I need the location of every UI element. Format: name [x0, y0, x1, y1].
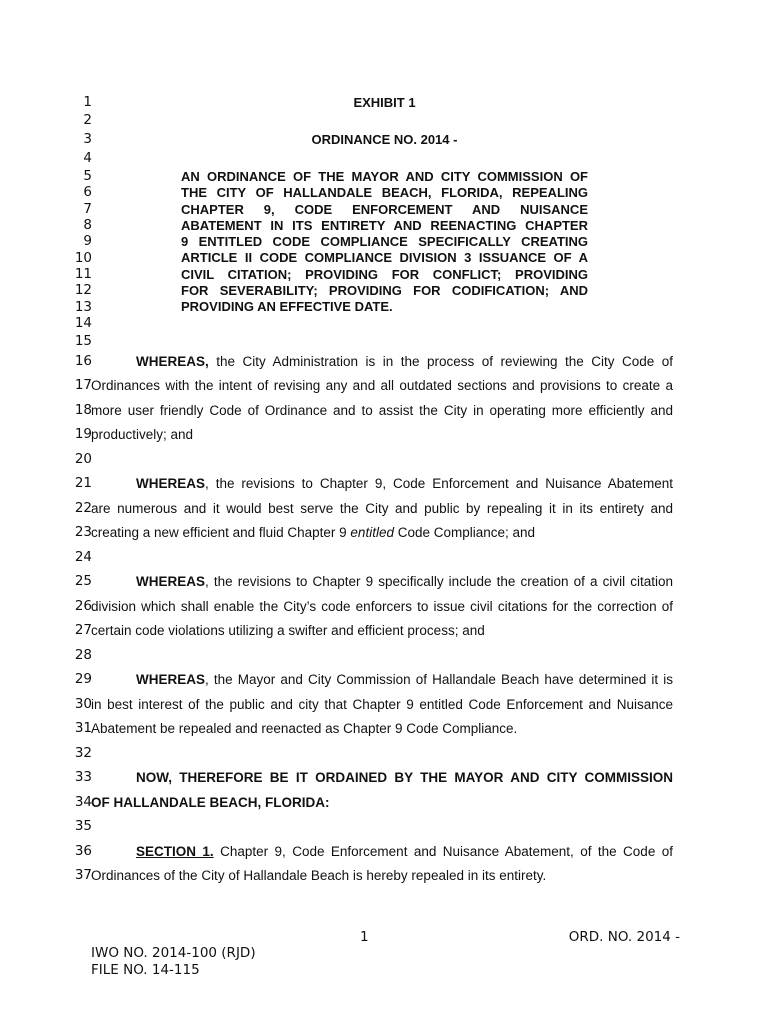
line-number: 24	[74, 549, 92, 565]
whereas-lead: WHEREAS	[136, 476, 206, 491]
line-number: 26	[74, 598, 92, 614]
footer-file-number: FILE NO. 14-115	[91, 962, 200, 978]
title-line: ABATEMENT IN ITS ENTIRETY AND REENACTING CHAPTER	[181, 217, 588, 233]
line-number: 2	[83, 112, 92, 128]
paragraph-text: Chapter 9, Code Enforcement and Nuisance Abatement, of the Code of	[213, 844, 673, 859]
line-number: 34	[74, 794, 92, 810]
line-number: 5	[83, 168, 92, 184]
page-number: 1	[360, 929, 369, 945]
line-number: 23	[74, 524, 92, 540]
line-number: 22	[74, 500, 92, 516]
line-number: 20	[74, 451, 92, 467]
section-heading: SECTION 1.	[136, 844, 214, 859]
line-number: 31	[74, 720, 92, 736]
paragraph-line	[136, 574, 673, 589]
paragraph-text: , the Mayor and City Commission of Hallandale Beach have determined it is	[205, 672, 673, 687]
whereas-lead: WHEREAS	[136, 574, 206, 589]
title-line: THE CITY OF HALLANDALE BEACH, FLORIDA, REPEALING	[181, 185, 588, 201]
line-number: 14	[74, 315, 92, 331]
ordinance-number-heading: ORDINANCE NO. 2014 -	[311, 132, 458, 147]
paragraph-text: Code Compliance; and	[393, 525, 536, 540]
whereas-lead: WHEREAS	[136, 672, 206, 687]
line-number: 10	[74, 250, 92, 266]
line-number: 18	[74, 402, 92, 418]
paragraph-text: , the revisions to Chapter 9 specifically include the creation of a civil citation	[205, 574, 673, 589]
line-number: 29	[74, 671, 92, 687]
whereas-lead: WHEREAS,	[136, 354, 209, 369]
title-line: CIVIL CITATION; PROVIDING FOR CONFLICT; PROVIDING	[181, 266, 588, 282]
paragraph-line	[136, 354, 673, 369]
paragraph-line	[136, 476, 673, 491]
paragraph-line: NOW, THEREFORE BE IT ORDAINED BY THE MAYOR AND CITY COMMISSION	[136, 770, 673, 785]
line-number: 32	[74, 745, 92, 761]
title-line: FOR SEVERABILITY; PROVIDING FOR CODIFICATION; AND	[181, 283, 588, 299]
line-number: 12	[74, 282, 92, 298]
title-line: PROVIDING AN EFFECTIVE DATE.	[181, 299, 393, 315]
paragraph-line: Ordinances of the City of Hallandale Beach is hereby repealed in its entirety.	[91, 868, 547, 883]
footer-iwo-number: IWO NO. 2014-100 (RJD)	[91, 945, 256, 961]
line-number: 11	[74, 266, 92, 282]
line-number: 19	[74, 426, 92, 442]
line-number: 6	[83, 184, 92, 200]
exhibit-heading: EXHIBIT 1	[353, 95, 416, 110]
line-number: 21	[74, 475, 92, 491]
line-number: 27	[74, 622, 92, 638]
line-number: 30	[74, 696, 92, 712]
line-number: 35	[74, 818, 92, 834]
paragraph-line: Ordinances with the intent of revising any and all outdated sections and provisions to create a	[91, 378, 673, 393]
paragraph-line: more user friendly Code of Ordinance and to assist the City in operating more efficiently and	[91, 403, 673, 418]
line-number: 37	[74, 867, 92, 883]
line-number: 33	[74, 769, 92, 785]
line-number: 28	[74, 647, 92, 663]
paragraph-line: division which shall enable the City’s code enforcers to issue civil citations for the correction of	[91, 599, 673, 614]
line-number: 7	[83, 201, 92, 217]
paragraph-text: the City Administration is in the process of reviewing the City Code of	[208, 354, 673, 369]
line-number: 9	[83, 233, 92, 249]
paragraph-italic: entitled	[350, 525, 394, 540]
paragraph-line	[136, 844, 673, 859]
line-number: 16	[74, 353, 92, 369]
title-line: ARTICLE II CODE COMPLIANCE DIVISION 3 ISSUANCE OF A	[181, 250, 588, 266]
line-number: 13	[74, 299, 92, 315]
paragraph-line: productively; and	[91, 427, 194, 442]
line-number: 36	[74, 843, 92, 859]
title-line: AN ORDINANCE OF THE MAYOR AND CITY COMMISSION OF	[181, 169, 588, 184]
paragraph-text: , the revisions to Chapter 9, Code Enforcement and Nuisance Abatement	[205, 476, 673, 491]
line-number: 1	[83, 94, 92, 110]
paragraph-line	[136, 672, 673, 687]
footer-ord-number: ORD. NO. 2014 -	[568, 929, 680, 945]
line-number: 25	[74, 573, 92, 589]
paragraph-line	[91, 525, 673, 540]
line-number: 8	[83, 217, 92, 233]
line-number: 15	[74, 333, 92, 349]
paragraph-line: OF HALLANDALE BEACH, FLORIDA:	[91, 795, 330, 810]
line-number: 4	[83, 150, 92, 166]
paragraph-line: certain code violations utilizing a swifter and efficient process; and	[91, 623, 485, 638]
title-line: CHAPTER 9, CODE ENFORCEMENT AND NUISANCE	[181, 201, 588, 217]
line-number: 3	[83, 131, 92, 147]
paragraph-line: Abatement be repealed and reenacted as Chapter 9 Code Compliance.	[91, 721, 518, 736]
line-number: 17	[74, 377, 92, 393]
paragraph-line: are numerous and it would best serve the City and public by repealing it in its entirety and	[91, 501, 673, 516]
ordinance-title	[181, 169, 588, 316]
title-line: 9 ENTITLED CODE COMPLIANCE SPECIFICALLY CREATING	[181, 234, 588, 250]
paragraph-text: creating a new efficient and fluid Chapter 9	[91, 525, 351, 540]
paragraph-line: in best interest of the public and city that Chapter 9 entitled Code Enforcement and Nuisance	[91, 697, 673, 712]
